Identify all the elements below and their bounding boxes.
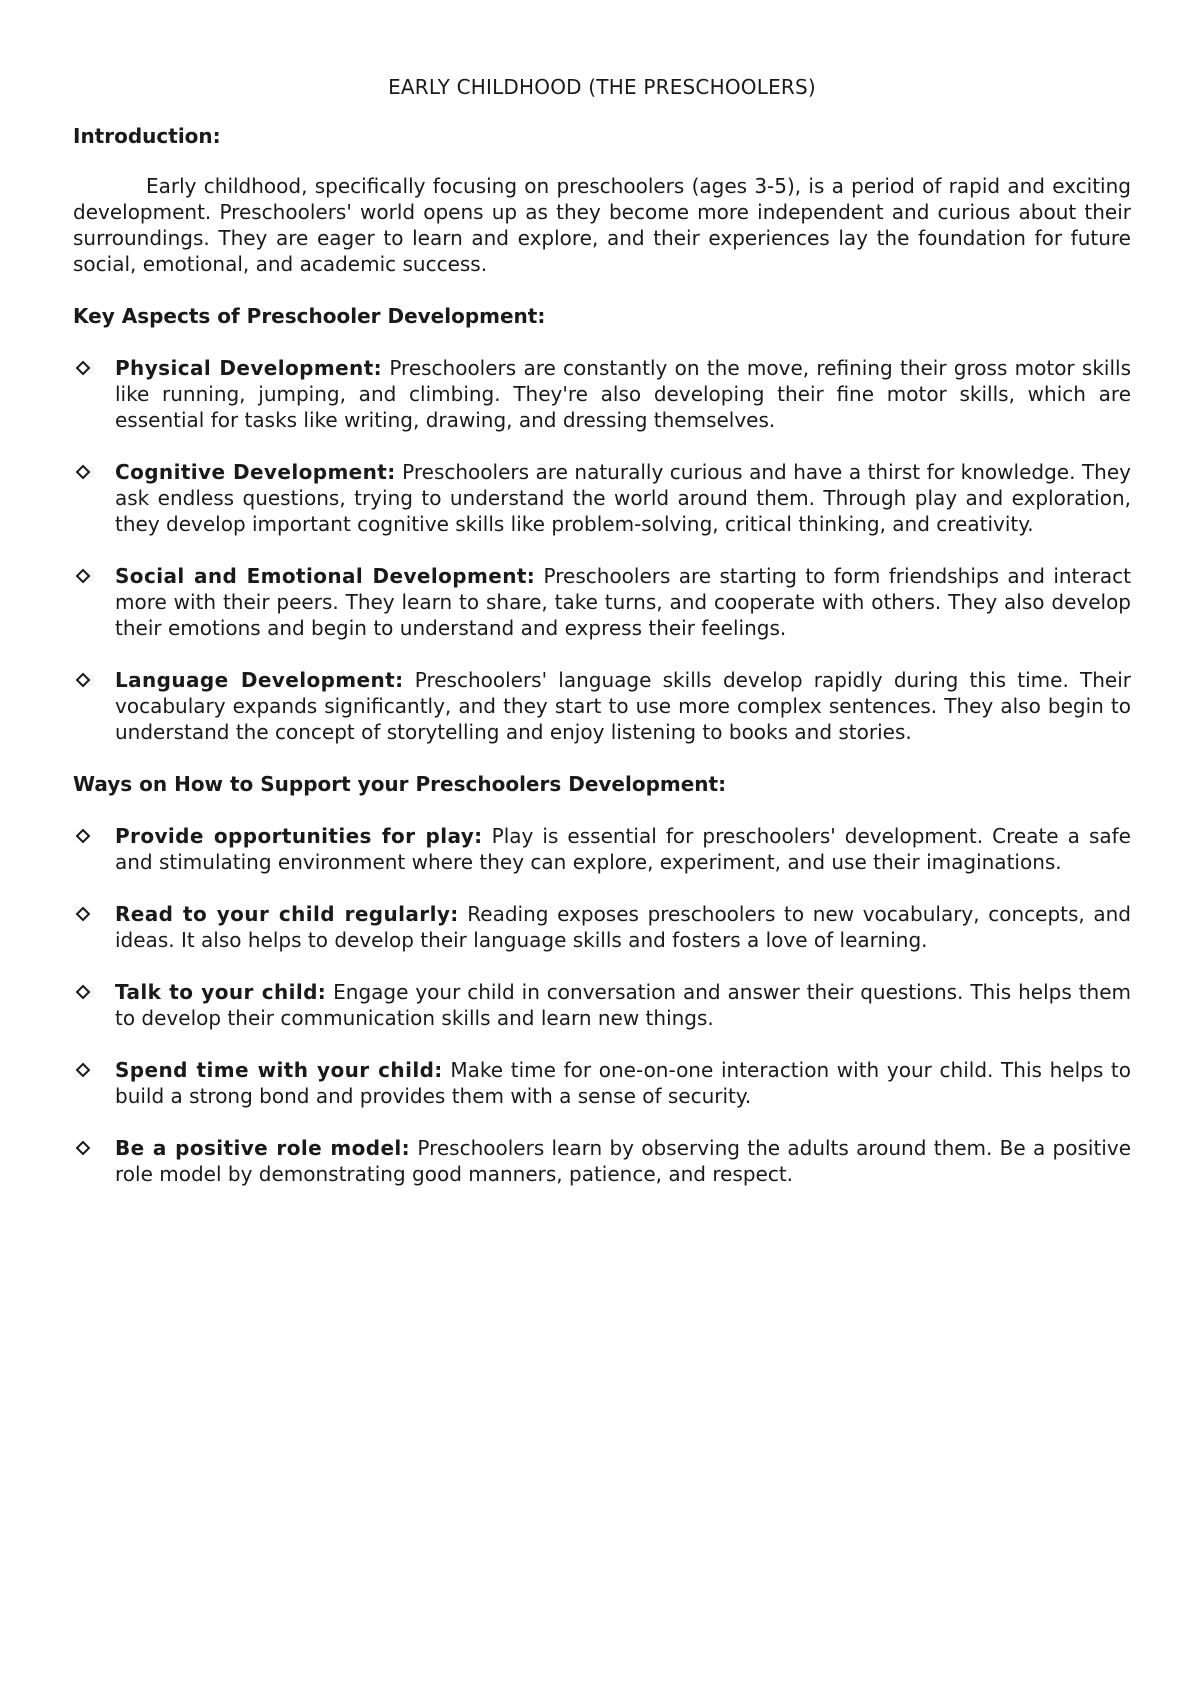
list-item xyxy=(73,459,1131,537)
list-item xyxy=(73,667,1131,745)
item-term: Read to your child regularly: xyxy=(115,902,459,926)
intro-heading: Introduction: xyxy=(73,124,221,148)
item-term: Language Development: xyxy=(115,668,404,692)
key-aspects-heading: Key Aspects of Preschooler Development: xyxy=(73,304,546,328)
item-term: Cognitive Development: xyxy=(115,460,396,484)
list-item xyxy=(73,823,1131,875)
item-term: Spend time with your child: xyxy=(115,1058,443,1082)
list-item xyxy=(73,1057,1131,1109)
list-item xyxy=(73,979,1131,1031)
diamond-outline-icon xyxy=(73,1060,93,1080)
item-text: Reading exposes preschoolers to new vocabulary, concepts, and ideas. It also helps to develop their language skills and fosters a love of learning. xyxy=(115,902,1132,952)
diamond-outline-icon xyxy=(73,566,93,586)
item-term: Provide opportunities for play: xyxy=(115,824,483,848)
item-text: Preschoolers are constantly on the move, refining their gross motor skills like running, jumping, and climbing. They're also developing their fine motor skills, which are essential for tasks like writing, drawing, and dressing themselves. xyxy=(115,356,1132,432)
item-text: Preschoolers' language skills develop rapidly during this time. Their vocabulary expands significantly, and they start to use more complex sentences. They also begin to understand the concept of storytelling and enjoy listening to books and stories. xyxy=(115,668,1131,744)
item-term: Social and Emotional Development: xyxy=(115,564,536,588)
diamond-outline-icon xyxy=(73,1138,93,1158)
page-title: EARLY CHILDHOOD (THE PRESCHOOLERS) xyxy=(388,75,816,99)
diamond-outline-icon xyxy=(73,826,93,846)
list-item xyxy=(73,355,1131,433)
diamond-outline-icon xyxy=(73,982,93,1002)
support-heading: Ways on How to Support your Preschoolers Development: xyxy=(73,772,727,796)
item-text: Engage your child in conversation and answer their questions. This helps them to develop their communication skills and learn new things. xyxy=(115,980,1131,1030)
diamond-outline-icon xyxy=(73,904,93,924)
support-list xyxy=(73,823,1131,1187)
key-aspects-list xyxy=(73,355,1131,745)
item-text: Make time for one-on-one interaction with your child. This helps to build a strong bond and provides them with a sense of security. xyxy=(115,1058,1131,1108)
list-item xyxy=(73,1135,1131,1187)
item-text: Play is essential for preschoolers' development. Create a safe and stimulating environment where they can explore, experiment, and use their imaginations. xyxy=(115,824,1131,874)
item-term: Talk to your child: xyxy=(115,980,327,1004)
list-item xyxy=(73,901,1131,953)
list-item xyxy=(73,563,1131,641)
item-text: Preschoolers are starting to form friendships and interact more with their peers. They learn to share, take turns, and cooperate with others. They also develop their emotions and begin to understand and express their feelings. xyxy=(115,564,1132,640)
item-text: Preschoolers are naturally curious and have a thirst for knowledge. They ask endless questions, trying to understand the world around them. Through play and exploration, they develop important cognitive skills like problem-solving, critical thinking, and creativity. xyxy=(115,460,1131,536)
item-term: Physical Development: xyxy=(115,356,383,380)
diamond-outline-icon xyxy=(73,462,93,482)
item-term: Be a positive role model: xyxy=(115,1136,411,1160)
intro-paragraph: Early childhood, specifically focusing on preschoolers (ages 3-5), is a period of rapid and exciting development. Preschoolers' world opens up as they become more independent and curious about their surroundings. They are eager to learn and explore, and their experiences lay the foundation for future social, emotional, and academic success. xyxy=(73,174,1131,276)
document-page xyxy=(73,0,1131,1187)
item-text: Preschoolers learn by observing the adults around them. Be a positive role model by demonstrating good manners, patience, and respect. xyxy=(115,1136,1131,1186)
diamond-outline-icon xyxy=(73,358,93,378)
diamond-outline-icon xyxy=(73,670,93,690)
